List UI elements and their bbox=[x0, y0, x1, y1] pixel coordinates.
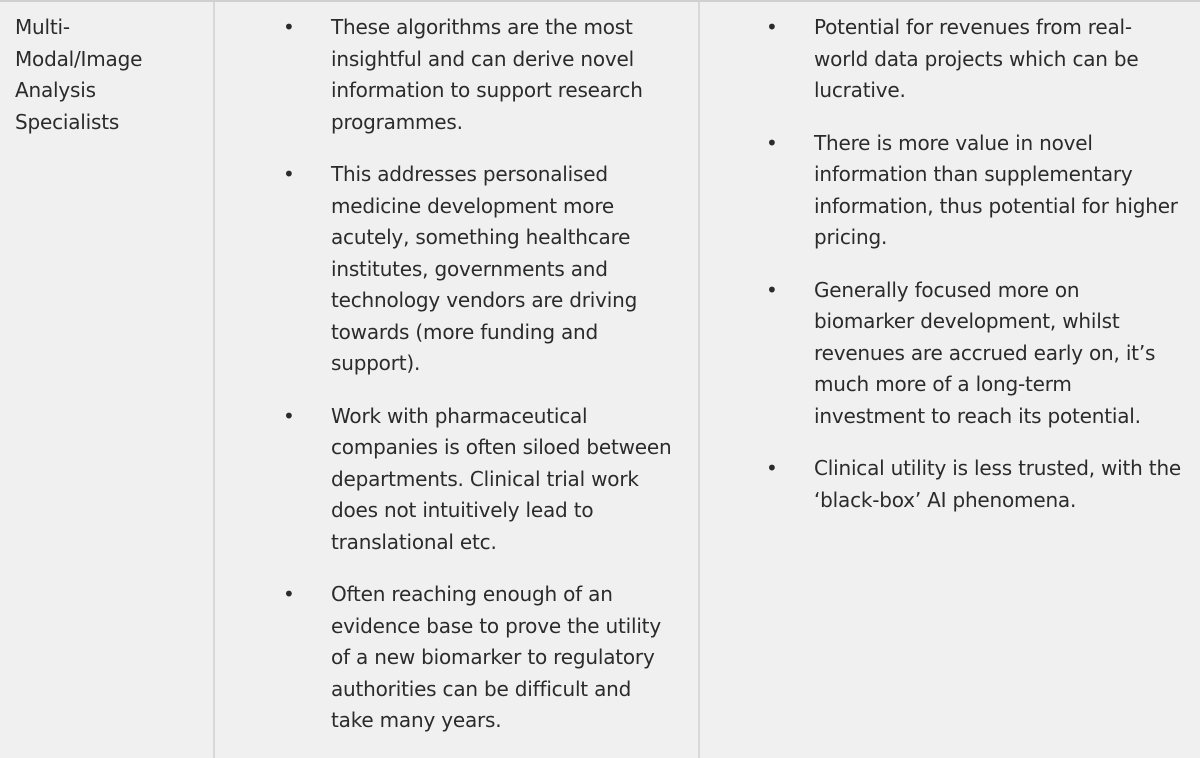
bullet-icon: • bbox=[766, 456, 778, 480]
right-bullet-list bbox=[700, 2, 1200, 516]
list-item bbox=[766, 12, 1182, 107]
bullet-text: These algorithms are the most insightful and can derive novel information to support research programmes. bbox=[331, 15, 643, 134]
right-cell bbox=[700, 2, 1200, 758]
list-item bbox=[283, 159, 673, 380]
bullet-text: Often reaching enough of an evidence base to prove the utility of a new biomarker to regulatory authorities can be difficult and take many years. bbox=[331, 582, 661, 732]
list-item bbox=[766, 128, 1182, 254]
list-item bbox=[283, 579, 673, 737]
middle-bullet-list bbox=[215, 2, 698, 737]
bullet-text: There is more value in novel information than supplementary information, thus potential for higher pricing. bbox=[814, 130, 1178, 249]
bullet-icon: • bbox=[766, 277, 778, 302]
bullet-icon: • bbox=[283, 582, 295, 606]
bullet-text: Clinical utility is less trusted, with the ‘black-box’ AI phenomena. bbox=[814, 456, 1182, 512]
bullet-icon: • bbox=[283, 15, 295, 39]
list-item bbox=[766, 275, 1182, 433]
list-item bbox=[766, 453, 1182, 516]
list-item bbox=[283, 401, 673, 559]
bullet-icon: • bbox=[283, 162, 295, 186]
bullet-text: Potential for revenues from real-world data projects which can be lucrative. bbox=[814, 15, 1139, 102]
middle-cell bbox=[215, 2, 700, 758]
bullet-text: This addresses personalised medicine development more acutely, something healthcare institutes, governments and technology vendors are driving towards (more funding and support). bbox=[331, 162, 638, 375]
bullet-text: Work with pharmaceutical companies is often siloed between departments. Clinical trial work does not intuitively lead to translational etc. bbox=[331, 403, 672, 554]
bullet-icon: • bbox=[766, 15, 778, 39]
bullet-text: Generally focused more on biomarker development, whilst revenues are accrued early on, it’s much more of a long-term investment to reach its potential. bbox=[814, 277, 1156, 428]
bullet-icon: • bbox=[283, 403, 295, 428]
row-label: Multi- Modal/Image Analysis Specialists bbox=[15, 15, 143, 134]
row-label-cell bbox=[0, 2, 215, 758]
bullet-icon: • bbox=[766, 130, 778, 155]
list-item bbox=[283, 12, 673, 138]
